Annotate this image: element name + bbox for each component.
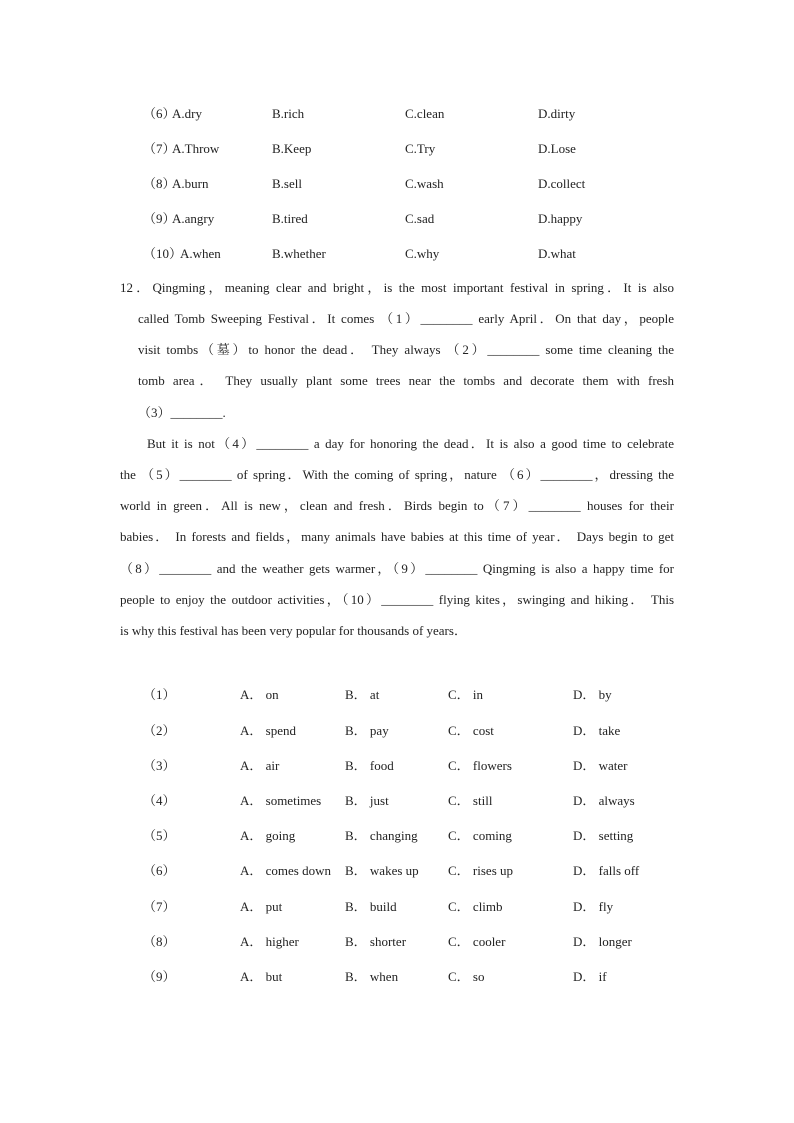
option-a: A.angry: [172, 211, 215, 226]
option-d: D． longer: [573, 934, 632, 949]
q12-option-row: [0, 826, 794, 846]
option-a: A． sometimes: [240, 793, 322, 808]
option-a: A.Throw: [172, 141, 220, 156]
passage-line: But it is not（4）________ a day for honoring the dead．It is also a good time to celebrate: [147, 436, 674, 451]
option-b: B.Keep: [272, 141, 312, 156]
option-c: C． rises up: [448, 863, 514, 878]
q12-option-row: [0, 932, 794, 952]
option-number: （7）: [143, 899, 176, 914]
option-c: C． coming: [448, 828, 512, 843]
option-c: C． in: [448, 687, 484, 702]
option-b: B.sell: [272, 176, 302, 191]
q11-option-row: [0, 139, 794, 159]
option-b: B． changing: [345, 828, 418, 843]
option-number: （9）: [143, 211, 176, 226]
option-d: D． by: [573, 687, 612, 702]
passage-line: （3）________.: [138, 405, 226, 420]
passage-line: called Tomb Sweeping Festival．It comes （1）________ early April．On that day，people: [138, 311, 674, 326]
option-d: D.what: [538, 246, 576, 261]
option-c: C.Try: [405, 141, 436, 156]
option-b: B.whether: [272, 246, 326, 261]
q11-option-row: [0, 244, 794, 264]
passage-line: babies． In forests and fields，many animals have babies at this time of year． Days begin to get: [120, 529, 674, 544]
passage-line: visit tombs（墓）to honor the dead． They always （2）________ some time cleaning the: [138, 342, 674, 357]
option-b: B． just: [345, 793, 389, 808]
option-number: （6）: [143, 106, 176, 121]
option-c: C． cost: [448, 723, 494, 738]
option-c: C.sad: [405, 211, 435, 226]
option-d: D.Lose: [538, 141, 576, 156]
q11-option-row: [0, 209, 794, 229]
option-a: A.dry: [172, 106, 202, 121]
option-a: A． spend: [240, 723, 296, 738]
q12-option-row: [0, 685, 794, 705]
passage-line: （8）________ and the weather gets warmer，（9）________ Qingming is also a happy time for: [120, 561, 674, 576]
option-number: （7）: [143, 141, 176, 156]
option-number: （4）: [143, 793, 176, 808]
option-number: （9）: [143, 969, 176, 984]
passage-line: tomb area． They usually plant some trees near the tombs and decorate them with fresh: [138, 373, 674, 388]
option-d: D.happy: [538, 211, 583, 226]
q11-option-row: [0, 104, 794, 124]
option-number: （8）: [143, 934, 176, 949]
option-b: B． food: [345, 758, 394, 773]
option-d: D.collect: [538, 176, 586, 191]
q12-option-row: [0, 756, 794, 776]
option-b: B． when: [345, 969, 399, 984]
option-c: C． so: [448, 969, 485, 984]
option-c: C． cooler: [448, 934, 506, 949]
option-a: A.burn: [172, 176, 209, 191]
q12-option-row: [0, 791, 794, 811]
option-number: （1）: [143, 687, 176, 702]
option-d: D． falls off: [573, 863, 640, 878]
option-a: A． higher: [240, 934, 299, 949]
option-number: （10）: [143, 246, 183, 261]
option-b: B． wakes up: [345, 863, 419, 878]
option-b: B． build: [345, 899, 397, 914]
option-a: A． but: [240, 969, 283, 984]
option-c: C.wash: [405, 176, 444, 191]
option-d: D． take: [573, 723, 621, 738]
option-c: C.why: [405, 246, 440, 261]
option-c: C． still: [448, 793, 493, 808]
option-d: D.dirty: [538, 106, 576, 121]
option-d: D． if: [573, 969, 607, 984]
q12-option-row: [0, 721, 794, 741]
option-c: C． climb: [448, 899, 503, 914]
option-b: B.tired: [272, 211, 308, 226]
passage-line: world in green．All is new，clean and fresh．Birds begin to（7）________ houses for their: [120, 498, 674, 513]
option-number: （3）: [143, 758, 176, 773]
option-number: （5）: [143, 828, 176, 843]
option-number: （8）: [143, 176, 176, 191]
passage-line: is why this festival has been very popular for thousands of years．: [120, 623, 467, 638]
option-b: B． pay: [345, 723, 389, 738]
option-number: （6）: [143, 863, 176, 878]
q12-option-row: [0, 897, 794, 917]
passage-line: 12．Qingming，meaning clear and bright，is the most important festival in spring．It is also: [120, 280, 674, 295]
option-d: D． fly: [573, 899, 614, 914]
option-a: A.when: [180, 246, 221, 261]
option-d: D． setting: [573, 828, 634, 843]
passage-line: the （5）________ of spring．With the coming of spring，nature （6）________，dressing the: [120, 467, 674, 482]
option-b: B． at: [345, 687, 380, 702]
option-c: C.clean: [405, 106, 445, 121]
option-d: D． always: [573, 793, 635, 808]
option-b: B.rich: [272, 106, 305, 121]
q12-option-row: [0, 967, 794, 987]
option-a: A． air: [240, 758, 280, 773]
option-d: D． water: [573, 758, 628, 773]
q11-option-row: [0, 174, 794, 194]
option-c: C． flowers: [448, 758, 512, 773]
passage-line: people to enjoy the outdoor activities，（10）________ flying kites，swinging and hiking． This: [120, 592, 674, 607]
option-b: B． shorter: [345, 934, 407, 949]
option-number: （2）: [143, 723, 176, 738]
q12-option-row: [0, 861, 794, 881]
option-a: A． comes down: [240, 863, 331, 878]
option-a: A． on: [240, 687, 279, 702]
option-a: A． put: [240, 899, 283, 914]
option-a: A． going: [240, 828, 296, 843]
